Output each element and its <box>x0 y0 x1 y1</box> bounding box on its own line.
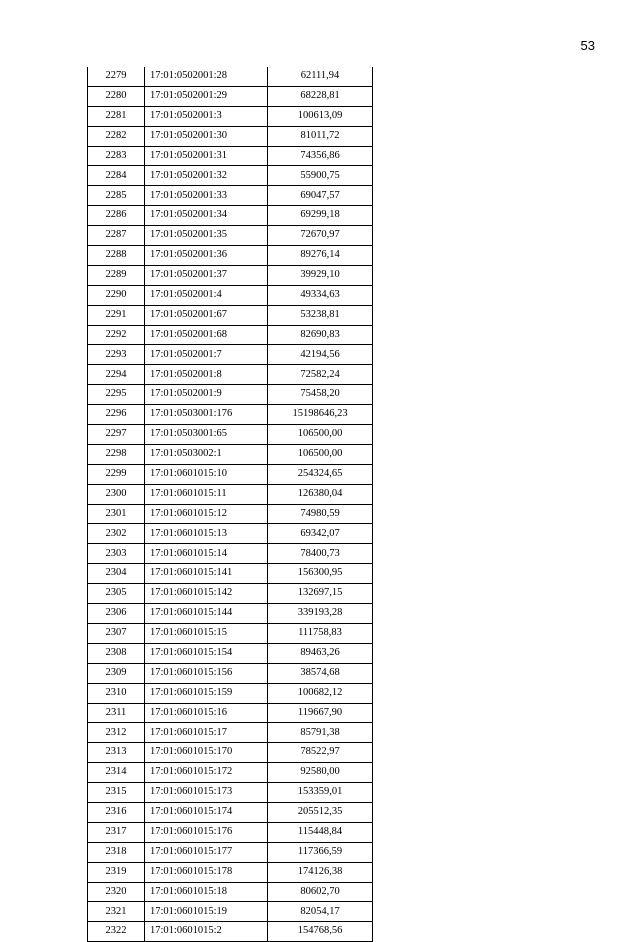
cadastral-value-table <box>87 67 373 942</box>
cadastral-number-cell: 17:01:0601015:159 <box>145 683 268 703</box>
cadastral-number-cell: 17:01:0601015:176 <box>145 822 268 842</box>
table-row <box>88 425 373 445</box>
table-row <box>88 206 373 226</box>
row-number-cell: 2304 <box>88 564 145 584</box>
cadastral-number-cell: 17:01:0601015:172 <box>145 763 268 783</box>
cadastral-value-cell: 53238,81 <box>268 305 373 325</box>
cadastral-number-cell: 17:01:0503001:65 <box>145 425 268 445</box>
table-row <box>88 783 373 803</box>
cadastral-number-cell: 17:01:0601015:141 <box>145 564 268 584</box>
row-number-cell: 2285 <box>88 186 145 206</box>
table-row <box>88 305 373 325</box>
cadastral-number-cell: 17:01:0601015:178 <box>145 862 268 882</box>
cadastral-number-cell: 17:01:0601015:12 <box>145 504 268 524</box>
cadastral-value-cell: 174126,38 <box>268 862 373 882</box>
table-row <box>88 365 373 385</box>
table-row <box>88 763 373 783</box>
row-number-cell: 2313 <box>88 743 145 763</box>
row-number-cell: 2290 <box>88 285 145 305</box>
row-number-cell: 2321 <box>88 902 145 922</box>
row-number-cell: 2316 <box>88 802 145 822</box>
cadastral-number-cell: 17:01:0601015:173 <box>145 783 268 803</box>
table-row <box>88 723 373 743</box>
cadastral-value-cell: 153359,01 <box>268 783 373 803</box>
cadastral-number-cell: 17:01:0601015:174 <box>145 802 268 822</box>
cadastral-value-cell: 89276,14 <box>268 246 373 266</box>
table-row <box>88 484 373 504</box>
cadastral-number-cell: 17:01:0502001:8 <box>145 365 268 385</box>
cadastral-number-cell: 17:01:0502001:35 <box>145 226 268 246</box>
row-number-cell: 2294 <box>88 365 145 385</box>
cadastral-number-cell: 17:01:0601015:177 <box>145 842 268 862</box>
cadastral-number-cell: 17:01:0502001:30 <box>145 126 268 146</box>
cadastral-value-cell: 55900,75 <box>268 166 373 186</box>
table-row <box>88 882 373 902</box>
table-row <box>88 345 373 365</box>
row-number-cell: 2296 <box>88 405 145 425</box>
cadastral-value-cell: 69047,57 <box>268 186 373 206</box>
row-number-cell: 2310 <box>88 683 145 703</box>
row-number-cell: 2318 <box>88 842 145 862</box>
row-number-cell: 2291 <box>88 305 145 325</box>
table-row <box>88 544 373 564</box>
cadastral-value-cell: 62111,94 <box>268 67 373 86</box>
cadastral-value-cell: 49334,63 <box>268 285 373 305</box>
table-row <box>88 385 373 405</box>
row-number-cell: 2322 <box>88 922 145 942</box>
row-number-cell: 2284 <box>88 166 145 186</box>
table-row <box>88 405 373 425</box>
cadastral-number-cell: 17:01:0502001:7 <box>145 345 268 365</box>
cadastral-value-cell: 78522,97 <box>268 743 373 763</box>
cadastral-number-cell: 17:01:0503002:1 <box>145 444 268 464</box>
table-row <box>88 444 373 464</box>
row-number-cell: 2305 <box>88 584 145 604</box>
row-number-cell: 2288 <box>88 246 145 266</box>
table-row <box>88 106 373 126</box>
cadastral-value-cell: 72582,24 <box>268 365 373 385</box>
cadastral-value-cell: 42194,56 <box>268 345 373 365</box>
cadastral-value-cell: 89463,26 <box>268 643 373 663</box>
cadastral-value-cell: 106500,00 <box>268 444 373 464</box>
cadastral-number-cell: 17:01:0601015:10 <box>145 464 268 484</box>
row-number-cell: 2309 <box>88 663 145 683</box>
table-row <box>88 67 373 86</box>
row-number-cell: 2280 <box>88 86 145 106</box>
cadastral-value-cell: 205512,35 <box>268 802 373 822</box>
cadastral-value-cell: 106500,00 <box>268 425 373 445</box>
table-row <box>88 325 373 345</box>
cadastral-value-cell: 154768,56 <box>268 922 373 942</box>
table-row <box>88 663 373 683</box>
cadastral-value-cell: 115448,84 <box>268 822 373 842</box>
cadastral-value-cell: 82690,83 <box>268 325 373 345</box>
cadastral-value-cell: 117366,59 <box>268 842 373 862</box>
table-row <box>88 464 373 484</box>
cadastral-value-cell: 69342,07 <box>268 524 373 544</box>
cadastral-number-cell: 17:01:0502001:4 <box>145 285 268 305</box>
cadastral-value-cell: 82054,17 <box>268 902 373 922</box>
table-row <box>88 584 373 604</box>
row-number-cell: 2320 <box>88 882 145 902</box>
cadastral-value-cell: 100682,12 <box>268 683 373 703</box>
table-row <box>88 862 373 882</box>
row-number-cell: 2317 <box>88 822 145 842</box>
table-body <box>88 67 373 942</box>
cadastral-number-cell: 17:01:0601015:154 <box>145 643 268 663</box>
row-number-cell: 2315 <box>88 783 145 803</box>
table-row <box>88 643 373 663</box>
row-number-cell: 2283 <box>88 146 145 166</box>
row-number-cell: 2281 <box>88 106 145 126</box>
cadastral-number-cell: 17:01:0601015:2 <box>145 922 268 942</box>
row-number-cell: 2301 <box>88 504 145 524</box>
table-row <box>88 822 373 842</box>
row-number-cell: 2319 <box>88 862 145 882</box>
row-number-cell: 2302 <box>88 524 145 544</box>
table-row <box>88 226 373 246</box>
table-row <box>88 285 373 305</box>
cadastral-value-cell: 111758,83 <box>268 623 373 643</box>
cadastral-value-cell: 68228,81 <box>268 86 373 106</box>
row-number-cell: 2308 <box>88 643 145 663</box>
cadastral-number-cell: 17:01:0601015:18 <box>145 882 268 902</box>
cadastral-number-cell: 17:01:0502001:3 <box>145 106 268 126</box>
table-row <box>88 86 373 106</box>
cadastral-value-cell: 74980,59 <box>268 504 373 524</box>
cadastral-value-cell: 80602,70 <box>268 882 373 902</box>
row-number-cell: 2299 <box>88 464 145 484</box>
table-row <box>88 703 373 723</box>
row-number-cell: 2282 <box>88 126 145 146</box>
row-number-cell: 2279 <box>88 67 145 86</box>
cadastral-number-cell: 17:01:0502001:67 <box>145 305 268 325</box>
row-number-cell: 2295 <box>88 385 145 405</box>
cadastral-number-cell: 17:01:0601015:142 <box>145 584 268 604</box>
table-row <box>88 743 373 763</box>
table-row <box>88 186 373 206</box>
cadastral-number-cell: 17:01:0601015:144 <box>145 604 268 624</box>
row-number-cell: 2292 <box>88 325 145 345</box>
cadastral-value-cell: 156300,95 <box>268 564 373 584</box>
table-row <box>88 246 373 266</box>
table-row <box>88 504 373 524</box>
cadastral-value-cell: 92580,00 <box>268 763 373 783</box>
cadastral-value-cell: 339193,28 <box>268 604 373 624</box>
cadastral-number-cell: 17:01:0601015:16 <box>145 703 268 723</box>
cadastral-number-cell: 17:01:0502001:34 <box>145 206 268 226</box>
row-number-cell: 2307 <box>88 623 145 643</box>
cadastral-number-cell: 17:01:0502001:31 <box>145 146 268 166</box>
table-row <box>88 802 373 822</box>
table-row <box>88 842 373 862</box>
table-row <box>88 922 373 942</box>
cadastral-number-cell: 17:01:0502001:9 <box>145 385 268 405</box>
row-number-cell: 2312 <box>88 723 145 743</box>
cadastral-number-cell: 17:01:0502001:32 <box>145 166 268 186</box>
cadastral-number-cell: 17:01:0601015:14 <box>145 544 268 564</box>
cadastral-value-cell: 78400,73 <box>268 544 373 564</box>
cadastral-number-cell: 17:01:0601015:13 <box>145 524 268 544</box>
cadastral-number-cell: 17:01:0601015:19 <box>145 902 268 922</box>
table-row <box>88 604 373 624</box>
table-row <box>88 623 373 643</box>
cadastral-value-cell: 126380,04 <box>268 484 373 504</box>
cadastral-value-cell: 254324,65 <box>268 464 373 484</box>
cadastral-value-cell: 81011,72 <box>268 126 373 146</box>
cadastral-value-cell: 119667,90 <box>268 703 373 723</box>
cadastral-value-cell: 100613,09 <box>268 106 373 126</box>
cadastral-number-cell: 17:01:0502001:68 <box>145 325 268 345</box>
row-number-cell: 2286 <box>88 206 145 226</box>
row-number-cell: 2289 <box>88 265 145 285</box>
row-number-cell: 2298 <box>88 444 145 464</box>
row-number-cell: 2293 <box>88 345 145 365</box>
cadastral-number-cell: 17:01:0601015:11 <box>145 484 268 504</box>
table-row <box>88 524 373 544</box>
table-row <box>88 564 373 584</box>
cadastral-number-cell: 17:01:0601015:15 <box>145 623 268 643</box>
cadastral-value-cell: 69299,18 <box>268 206 373 226</box>
row-number-cell: 2314 <box>88 763 145 783</box>
cadastral-number-cell: 17:01:0601015:156 <box>145 663 268 683</box>
cadastral-value-cell: 75458,20 <box>268 385 373 405</box>
table-row <box>88 265 373 285</box>
cadastral-number-cell: 17:01:0502001:33 <box>145 186 268 206</box>
cadastral-number-cell: 17:01:0601015:17 <box>145 723 268 743</box>
cadastral-value-cell: 39929,10 <box>268 265 373 285</box>
cadastral-number-cell: 17:01:0502001:29 <box>145 86 268 106</box>
table-row <box>88 146 373 166</box>
row-number-cell: 2303 <box>88 544 145 564</box>
row-number-cell: 2306 <box>88 604 145 624</box>
cadastral-value-cell: 15198646,23 <box>268 405 373 425</box>
cadastral-value-cell: 85791,38 <box>268 723 373 743</box>
cadastral-number-cell: 17:01:0502001:36 <box>145 246 268 266</box>
cadastral-number-cell: 17:01:0502001:37 <box>145 265 268 285</box>
row-number-cell: 2287 <box>88 226 145 246</box>
page-number: 53 <box>580 38 595 53</box>
row-number-cell: 2300 <box>88 484 145 504</box>
row-number-cell: 2297 <box>88 425 145 445</box>
cadastral-value-cell: 74356,86 <box>268 146 373 166</box>
cadastral-number-cell: 17:01:0502001:28 <box>145 67 268 86</box>
row-number-cell: 2311 <box>88 703 145 723</box>
table-row <box>88 683 373 703</box>
cadastral-number-cell: 17:01:0503001:176 <box>145 405 268 425</box>
cadastral-number-cell: 17:01:0601015:170 <box>145 743 268 763</box>
table-row <box>88 126 373 146</box>
table-row <box>88 166 373 186</box>
cadastral-value-cell: 72670,97 <box>268 226 373 246</box>
cadastral-value-cell: 132697,15 <box>268 584 373 604</box>
cadastral-value-cell: 38574,68 <box>268 663 373 683</box>
table-row <box>88 902 373 922</box>
